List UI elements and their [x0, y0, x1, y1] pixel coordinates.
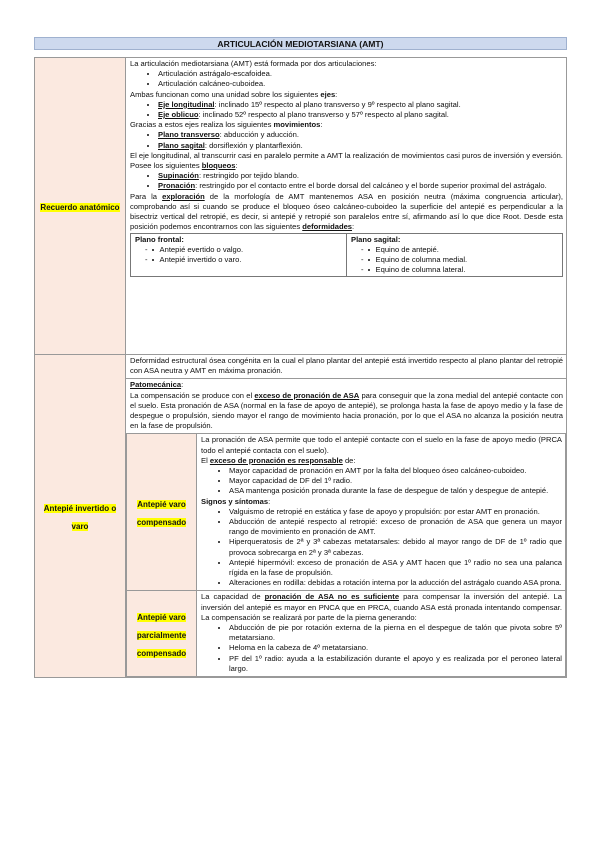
sagittal-list: [351, 245, 558, 275]
list-item: • Mayor capacidad de pronación en AMT por la falta del bloqueo óseo calcáneo-cuboideo.: [229, 466, 562, 476]
list-item: • Supinación: restringido por tejido blando.: [158, 171, 563, 181]
section-anatomy-label-cell: [35, 58, 126, 355]
section-anatomy-label: Recuerdo anatómico: [40, 203, 120, 212]
section-varus-label-cell: [35, 355, 126, 678]
page-title: ARTICULACIÓN MEDIOTARSIANA (AMT): [34, 37, 567, 50]
frontal-plane-title: Plano frontal:: [135, 235, 184, 245]
section-varus-content-cell: [126, 355, 567, 678]
compensated-content-cell: [197, 434, 566, 591]
list-item: • Articulación calcáneo-cuboidea.: [158, 79, 563, 89]
signs-list: [201, 507, 562, 589]
patho-text: La compensación se produce con el exceso de pronación de ASA para conseguir que la zona medial del antepié contacte con el suelo. Esta pronación de ASA (normal en la fase de apoyo de antepié), se prolonga hasta la fase de apoyo medio y la fase de despegue o propulsión, siendo mayor el rango de movimiento hacia pronación, por lo que el ASA no alcanza la posición neutra en la fase de propulsión.: [130, 390, 563, 431]
compensated-resp: El exceso de pronación es responsable de:: [201, 455, 356, 465]
list-item: • Articulación astrágalo-escafoidea.: [158, 69, 563, 79]
compensated-label: Antepié varo compensado: [136, 500, 187, 528]
axes-intro: Ambas funcionan como una unidad sobre los siguientes ejes:: [130, 89, 338, 99]
compensated-intro: La pronación de ASA permite que todo el antepié contacte con el suelo en la fase de apoyo medio (PRCA todo el antepié contacta con el suelo).: [201, 435, 562, 455]
sagittal-plane-title: Plano sagital:: [351, 235, 401, 245]
signs-title: Signos y síntomas:: [201, 496, 271, 506]
list-item: • Alteraciones en rodilla: debidas a rotación interna por la aducción del astrágalo cuando ASA prona.: [229, 578, 562, 588]
deformities-table: [130, 233, 563, 277]
list-item: - • Antepié evertido o valgo.: [163, 245, 342, 255]
sagittal-plane-cell: [347, 234, 563, 277]
list-item: • Eje longitudinal: inclinado 15º respecto al plano transverso y 9º respecto al plano sagital.: [158, 100, 563, 110]
list-item: - • Equino de columna medial.: [379, 255, 558, 265]
partial-row: [127, 591, 566, 677]
axes-list: [130, 100, 563, 120]
exploration-text: Para la exploración de la morfología de AMT mantenemos ASA en posición neutra (máxima congruencia articular), comprobando así si cuando se produce el bloqueo óseo calcáneo-cuboideo la superficie del antepié es perpendicular a la bisectriz vertical del retropié, es decir, si antepié y retropié son paralelos entre sí, afirmando así lo que dice Root. Desde esta posición podemos encontrarnos con las siguientes deformidades:: [130, 191, 563, 232]
list-item: - • Equino de columna lateral.: [379, 265, 558, 275]
pathomechanics: [126, 378, 566, 433]
section-anatomy-row: [35, 58, 567, 355]
list-item: - • Antepié invertido o varo.: [163, 255, 342, 265]
section-varus-row: [35, 355, 567, 678]
patho-title: Patomecánica:: [130, 380, 184, 390]
partial-label: Antepié varo parcialmente compensado: [136, 612, 187, 658]
joints-list: [130, 69, 563, 89]
list-item: • Eje oblicuo: inclinado 52º respecto al plano transverso y 57º respecto al plano sagital.: [158, 110, 563, 120]
list-item: • Plano sagital: dorsiflexión y plantarflexión.: [158, 141, 563, 151]
anatomy-intro: La articulación mediotarsiana (AMT) está formada por dos articulaciones:: [130, 59, 377, 68]
varus-subtable: [126, 433, 566, 677]
list-item: • Plano transverso: abducción y aducción.: [158, 130, 563, 140]
frontal-plane-cell: [131, 234, 347, 277]
list-item: • Antepié hipermóvil: exceso de pronación de ASA y AMT hacen que 1º radio no sea una palanca rígida en la fase de propulsión.: [229, 558, 562, 578]
varus-definition: Deformidad estructural ósea congénita en la cual el plano plantar del antepié está invertido respecto al plano plantar del retropié con ASA neutra y AMT en máxima pronación.: [130, 356, 563, 376]
list-item: • Heloma en la cabeza de 4º metatarsiano.: [229, 643, 562, 653]
list-item: • Abducción de pie por rotación externa de la pierna en el despegue de talón que pivota sobre 5º metatarsiano.: [229, 623, 562, 643]
section-anatomy-content-cell: [126, 58, 567, 355]
list-item: • Pronación: restringido por el contacto entre el borde dorsal del calcáneo y el borde superior proximal del astrágalo.: [158, 181, 563, 191]
frontal-list: [135, 245, 342, 265]
compensated-label-cell: [127, 434, 197, 591]
locks-list: [130, 171, 563, 191]
partial-list: [201, 623, 562, 674]
list-item: • Mayor capacidad de DF del 1º radio.: [229, 476, 562, 486]
list-item: • Abducción de antepié respecto al retropié: exceso de pronación de ASA que genera un mayor rango de movimiento en pronación de AMT.: [229, 517, 562, 537]
partial-intro: La capacidad de pronación de ASA no es suficiente para compensar la inversión del antepié. La inversión del antepié es mayor en PNCA que en PRCA, cuando ASA está pronada intentando compensar. La compensación se realizará por parte de la pierna generando:: [201, 592, 562, 622]
compensated-row: [127, 434, 566, 591]
effects-list: [201, 466, 562, 497]
main-table: [34, 57, 567, 678]
section-varus-label: Antepié invertido o varo: [43, 504, 117, 532]
list-item: • ASA mantenga posición pronada durante la fase de despegue de talón y despegue de antepié.: [229, 486, 562, 496]
list-item: • Valguismo de retropié en estática y fase de apoyo y propulsión: por estar AMT en pronación.: [229, 507, 562, 517]
list-item: • Hiperqueratosis de 2ª y 3ª cabezas metatarsales: debido al mayor rango de DF de 1º radio que provoca sobrecarga en 2ª y 3ª cabezas.: [229, 537, 562, 557]
long-axis-note: El eje longitudinal, al transcurrir casi en paralelo permite a AMT la realización de movimientos casi puros de inversión y eversión.: [130, 150, 563, 160]
movements-intro: Gracias a estos ejes realiza los siguientes movimientos:: [130, 120, 323, 130]
list-item: - • Equino de antepié.: [379, 245, 558, 255]
anatomy-content: [126, 58, 566, 279]
list-item: • PF del 1º radio: ayuda a la estabilización durante el apoyo y es realizada por el peroneo lateral largo.: [229, 654, 562, 674]
locks-intro: Posee los siguientes bloqueos:: [130, 161, 238, 171]
partial-content-cell: [197, 591, 566, 677]
partial-label-cell: [127, 591, 197, 677]
movements-list: [130, 130, 563, 150]
